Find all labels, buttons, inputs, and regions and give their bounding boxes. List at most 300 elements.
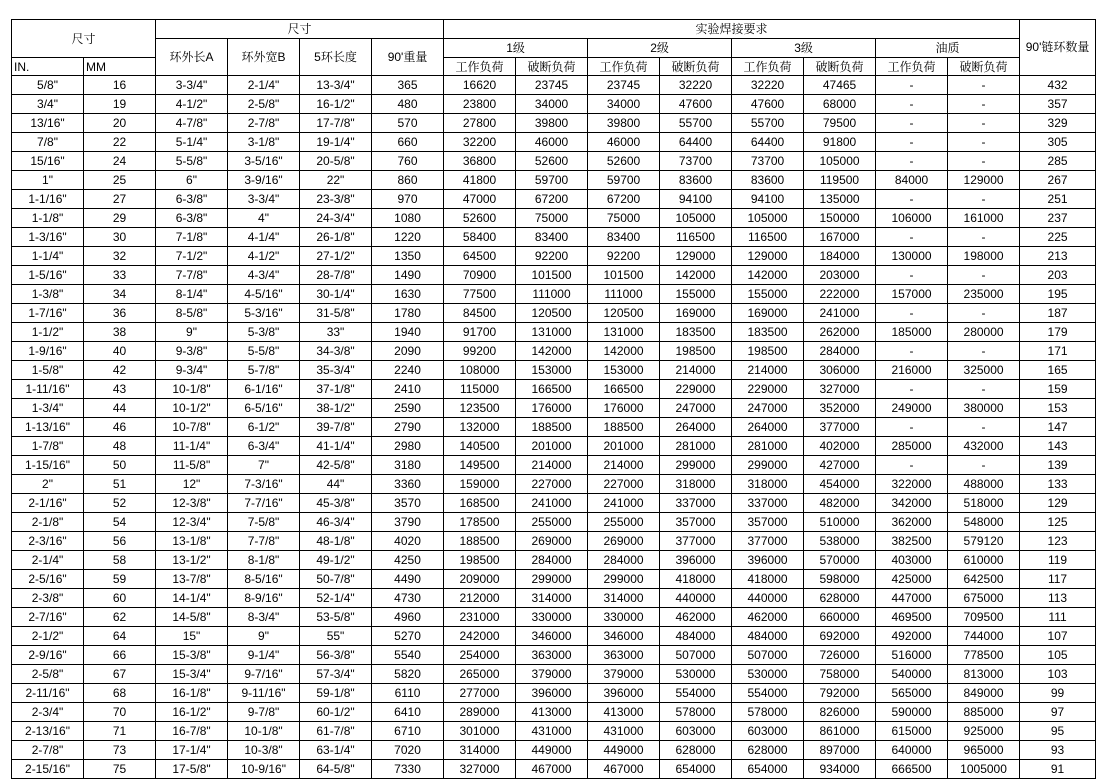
size-inch-cell: 3/4" — [12, 95, 84, 114]
oil-break-cell: 610000 — [948, 551, 1020, 570]
oil-work-cell: 469500 — [876, 608, 948, 627]
table-row — [12, 247, 1096, 266]
size-mm-cell: 25 — [84, 171, 156, 190]
outer-length-a-cell: 10-7/8" — [156, 418, 228, 437]
grade3-break-cell: 284000 — [804, 342, 876, 361]
grade3-work-cell: 155000 — [732, 285, 804, 304]
outer-width-b-cell: 3-5/16" — [228, 152, 300, 171]
oil-work-cell: - — [876, 304, 948, 323]
size-inch-cell: 1-13/16" — [12, 418, 84, 437]
five-link-length-cell: 17-7/8" — [300, 114, 372, 133]
oil-work-cell: - — [876, 380, 948, 399]
oil-break-cell: 235000 — [948, 285, 1020, 304]
grade3-break-cell: 91800 — [804, 133, 876, 152]
five-link-length-cell: 46-3/4" — [300, 513, 372, 532]
weight-cell: 3180 — [372, 456, 444, 475]
grade2-work-cell: 39800 — [588, 114, 660, 133]
grade2-break-cell: 628000 — [660, 741, 732, 760]
size-mm-cell: 60 — [84, 589, 156, 608]
grade1-work-cell: 52600 — [444, 209, 516, 228]
grade1-break-cell: 101500 — [516, 266, 588, 285]
weight-cell: 760 — [372, 152, 444, 171]
five-link-length-cell: 24-3/4" — [300, 209, 372, 228]
grade1-work-cell: 41800 — [444, 171, 516, 190]
grade2-break-cell: 603000 — [660, 722, 732, 741]
grade3-work-cell: 214000 — [732, 361, 804, 380]
size-mm-cell: 50 — [84, 456, 156, 475]
oil-break-load-header: 破断负荷 — [948, 58, 1020, 76]
oil-break-cell: 432000 — [948, 437, 1020, 456]
table-row — [12, 456, 1096, 475]
outer-length-a-cell: 11-5/8" — [156, 456, 228, 475]
weight-cell: 4730 — [372, 589, 444, 608]
five-link-length-cell: 45-3/8" — [300, 494, 372, 513]
grade2-break-cell: 229000 — [660, 380, 732, 399]
link-count-cell: 99 — [1020, 684, 1096, 703]
outer-length-a-cell: 8-1/4" — [156, 285, 228, 304]
grade1-work-cell: 70900 — [444, 266, 516, 285]
outer-width-b-cell: 10-1/8" — [228, 722, 300, 741]
grade2-break-cell: 155000 — [660, 285, 732, 304]
oil-work-cell: 342000 — [876, 494, 948, 513]
table-row — [12, 342, 1096, 361]
grade2-work-cell: 330000 — [588, 608, 660, 627]
grade2-break-cell: 47600 — [660, 95, 732, 114]
outer-length-a-cell: 13-1/2" — [156, 551, 228, 570]
weight-cell: 2240 — [372, 361, 444, 380]
outer-length-a-cell: 9-3/4" — [156, 361, 228, 380]
size-inch-cell: 1-15/16" — [12, 456, 84, 475]
grade3-work-cell: 32220 — [732, 76, 804, 95]
weight-cell: 660 — [372, 133, 444, 152]
weight-cell: 4960 — [372, 608, 444, 627]
grade1-break-cell: 166500 — [516, 380, 588, 399]
grade2-break-cell: 73700 — [660, 152, 732, 171]
grade3-work-cell: 628000 — [732, 741, 804, 760]
grade1-break-cell: 83400 — [516, 228, 588, 247]
grade1-break-cell: 188500 — [516, 418, 588, 437]
oil-break-cell: 709500 — [948, 608, 1020, 627]
grade3-work-cell: 281000 — [732, 437, 804, 456]
grade1-break-cell: 34000 — [516, 95, 588, 114]
grade3-work-cell: 198500 — [732, 342, 804, 361]
grade3-work-cell: 318000 — [732, 475, 804, 494]
grade2-break-cell: 264000 — [660, 418, 732, 437]
size-mm-cell: 24 — [84, 152, 156, 171]
grade2-break-cell: 32220 — [660, 76, 732, 95]
grade1-work-cell: 123500 — [444, 399, 516, 418]
size-inch-cell: 1-3/16" — [12, 228, 84, 247]
oil-break-cell: - — [948, 133, 1020, 152]
size-mm-cell: 34 — [84, 285, 156, 304]
grade1-work-cell: 77500 — [444, 285, 516, 304]
grade2-work-cell: 67200 — [588, 190, 660, 209]
table-row — [12, 570, 1096, 589]
outer-length-a-cell: 3-3/4" — [156, 76, 228, 95]
grade-3-break-load-header: 破断负荷 — [804, 58, 876, 76]
outer-width-b-cell: 4-5/16" — [228, 285, 300, 304]
outer-width-b-cell: 9-1/4" — [228, 646, 300, 665]
size-mm-cell: 38 — [84, 323, 156, 342]
outer-length-a-cell: 8-5/8" — [156, 304, 228, 323]
size-mm-cell: 29 — [84, 209, 156, 228]
oil-work-cell: - — [876, 152, 948, 171]
grade2-work-cell: 413000 — [588, 703, 660, 722]
header-row-2 — [12, 39, 1096, 58]
table-row — [12, 665, 1096, 684]
weight-cell: 7020 — [372, 741, 444, 760]
link-count-cell: 225 — [1020, 228, 1096, 247]
grade1-break-cell: 227000 — [516, 475, 588, 494]
grade2-work-cell: 111000 — [588, 285, 660, 304]
grade3-work-cell: 47600 — [732, 95, 804, 114]
size-inch-cell: 15/16" — [12, 152, 84, 171]
five-link-length-cell: 20-5/8" — [300, 152, 372, 171]
size-mm-cell: 62 — [84, 608, 156, 627]
size-inch-cell: 2-1/16" — [12, 494, 84, 513]
grade2-break-cell: 654000 — [660, 760, 732, 779]
grade3-break-cell: 203000 — [804, 266, 876, 285]
weight-cell: 2090 — [372, 342, 444, 361]
size-mm-cell: 43 — [84, 380, 156, 399]
grade2-break-cell: 169000 — [660, 304, 732, 323]
grade3-break-cell: 826000 — [804, 703, 876, 722]
grade2-work-cell: 255000 — [588, 513, 660, 532]
five-link-length-cell: 44" — [300, 475, 372, 494]
outer-width-b-cell: 9-11/16" — [228, 684, 300, 703]
weight-cell: 970 — [372, 190, 444, 209]
outer-length-a-cell: 12-3/4" — [156, 513, 228, 532]
grade1-break-cell: 241000 — [516, 494, 588, 513]
grade-3-work-load-header: 工作负荷 — [732, 58, 804, 76]
weight-cell: 6410 — [372, 703, 444, 722]
grade2-work-cell: 284000 — [588, 551, 660, 570]
grade1-break-cell: 284000 — [516, 551, 588, 570]
grade2-break-cell: 94100 — [660, 190, 732, 209]
five-link-length-cell: 56-3/8" — [300, 646, 372, 665]
outer-width-b-cell: 8-1/8" — [228, 551, 300, 570]
link-count-cell: 195 — [1020, 285, 1096, 304]
grade2-work-cell: 120500 — [588, 304, 660, 323]
chain-spec-table — [11, 19, 1096, 779]
grade3-work-cell: 116500 — [732, 228, 804, 247]
table-row — [12, 475, 1096, 494]
size-inch-cell: 2" — [12, 475, 84, 494]
five-link-length-cell: 26-1/8" — [300, 228, 372, 247]
oil-break-cell: 1005000 — [948, 760, 1020, 779]
outer-width-b-header: 环外宽B — [228, 39, 300, 76]
link-count-cell: 432 — [1020, 76, 1096, 95]
grade2-work-cell: 142000 — [588, 342, 660, 361]
grade1-work-cell: 47000 — [444, 190, 516, 209]
weight-cell: 1080 — [372, 209, 444, 228]
outer-width-b-cell: 5-3/8" — [228, 323, 300, 342]
table-row — [12, 437, 1096, 456]
oil-work-cell: 382500 — [876, 532, 948, 551]
outer-width-b-cell: 6-3/4" — [228, 437, 300, 456]
grade2-break-cell: 554000 — [660, 684, 732, 703]
grade3-work-cell: 462000 — [732, 608, 804, 627]
size-inch-cell: 2-5/8" — [12, 665, 84, 684]
table-row — [12, 323, 1096, 342]
oil-break-cell: - — [948, 380, 1020, 399]
grade3-break-cell: 861000 — [804, 722, 876, 741]
oil-break-cell: - — [948, 114, 1020, 133]
grade2-work-cell: 83400 — [588, 228, 660, 247]
grade1-break-cell: 269000 — [516, 532, 588, 551]
grade2-break-cell: 129000 — [660, 247, 732, 266]
grade1-work-cell: 140500 — [444, 437, 516, 456]
grade2-break-cell: 64400 — [660, 133, 732, 152]
grade-2-break-load-header: 破断负荷 — [660, 58, 732, 76]
grade3-work-cell: 94100 — [732, 190, 804, 209]
oil-work-cell: - — [876, 133, 948, 152]
outer-length-a-cell: 15" — [156, 627, 228, 646]
outer-width-b-cell: 4-1/2" — [228, 247, 300, 266]
grade1-work-cell: 188500 — [444, 532, 516, 551]
grade3-break-cell: 628000 — [804, 589, 876, 608]
grade1-work-cell: 209000 — [444, 570, 516, 589]
grade2-work-cell: 59700 — [588, 171, 660, 190]
grade1-break-cell: 153000 — [516, 361, 588, 380]
link-count-cell: 95 — [1020, 722, 1096, 741]
size-inch-cell: 1-1/4" — [12, 247, 84, 266]
outer-width-b-cell: 7" — [228, 456, 300, 475]
link-count-cell: 171 — [1020, 342, 1096, 361]
oil-work-cell: 447000 — [876, 589, 948, 608]
size-mm-cell: 46 — [84, 418, 156, 437]
grade2-work-cell: 314000 — [588, 589, 660, 608]
grade3-work-cell: 654000 — [732, 760, 804, 779]
oil-work-cell: - — [876, 342, 948, 361]
five-link-length-cell: 38-1/2" — [300, 399, 372, 418]
oil-work-cell: - — [876, 95, 948, 114]
grade3-work-cell: 299000 — [732, 456, 804, 475]
grade2-work-cell: 379000 — [588, 665, 660, 684]
grade2-work-cell: 188500 — [588, 418, 660, 437]
size-mm-cell: 58 — [84, 551, 156, 570]
weight-cell: 2980 — [372, 437, 444, 456]
table-row — [12, 76, 1096, 95]
oil-break-cell: 161000 — [948, 209, 1020, 228]
grade2-break-cell: 198500 — [660, 342, 732, 361]
grade2-work-cell: 153000 — [588, 361, 660, 380]
grade-3-header: 3级 — [732, 39, 876, 58]
link-count-header: 90'链环数量 — [1020, 20, 1096, 76]
link-count-cell: 119 — [1020, 551, 1096, 570]
weight-cell: 2590 — [372, 399, 444, 418]
grade3-break-cell: 352000 — [804, 399, 876, 418]
grade3-break-cell: 377000 — [804, 418, 876, 437]
grade3-break-cell: 119500 — [804, 171, 876, 190]
weight-cell: 570 — [372, 114, 444, 133]
link-count-cell: 125 — [1020, 513, 1096, 532]
grade2-break-cell: 116500 — [660, 228, 732, 247]
grade2-break-cell: 247000 — [660, 399, 732, 418]
grade2-work-cell: 214000 — [588, 456, 660, 475]
outer-width-b-cell: 7-5/8" — [228, 513, 300, 532]
grade3-break-cell: 167000 — [804, 228, 876, 247]
outer-length-a-cell: 12-3/8" — [156, 494, 228, 513]
table-row — [12, 532, 1096, 551]
size-inch-cell: 2-15/16" — [12, 760, 84, 779]
grade2-break-cell: 183500 — [660, 323, 732, 342]
weight-cell: 4490 — [372, 570, 444, 589]
grade3-work-cell: 64400 — [732, 133, 804, 152]
grade3-work-cell: 440000 — [732, 589, 804, 608]
five-link-length-cell: 22" — [300, 171, 372, 190]
outer-length-a-cell: 6-3/8" — [156, 190, 228, 209]
oil-work-cell: 362000 — [876, 513, 948, 532]
grade1-work-cell: 265000 — [444, 665, 516, 684]
weight-cell: 1630 — [372, 285, 444, 304]
size-mm-cell: 44 — [84, 399, 156, 418]
grade3-break-cell: 510000 — [804, 513, 876, 532]
grade2-work-cell: 176000 — [588, 399, 660, 418]
five-link-length-cell: 30-1/4" — [300, 285, 372, 304]
size-mm-cell: 33 — [84, 266, 156, 285]
grade3-work-cell: 229000 — [732, 380, 804, 399]
oil-work-cell: 157000 — [876, 285, 948, 304]
link-count-cell: 147 — [1020, 418, 1096, 437]
five-link-length-cell: 33" — [300, 323, 372, 342]
grade3-work-cell: 484000 — [732, 627, 804, 646]
size-mm-cell: 51 — [84, 475, 156, 494]
size-mm-cell: 54 — [84, 513, 156, 532]
weight-cell: 4020 — [372, 532, 444, 551]
oil-break-cell: - — [948, 304, 1020, 323]
table-row — [12, 608, 1096, 627]
link-count-cell: 105 — [1020, 646, 1096, 665]
grade2-work-cell: 299000 — [588, 570, 660, 589]
oil-work-cell: 322000 — [876, 475, 948, 494]
grade2-work-cell: 346000 — [588, 627, 660, 646]
grade3-break-cell: 454000 — [804, 475, 876, 494]
weight-cell: 3570 — [372, 494, 444, 513]
grade1-work-cell: 289000 — [444, 703, 516, 722]
size-mm-cell: 48 — [84, 437, 156, 456]
oil-grade-header: 油质 — [876, 39, 1020, 58]
oil-break-cell: 813000 — [948, 665, 1020, 684]
five-link-length-header: 5环长度 — [300, 39, 372, 76]
oil-break-cell: 885000 — [948, 703, 1020, 722]
oil-work-cell: 403000 — [876, 551, 948, 570]
oil-break-cell: 548000 — [948, 513, 1020, 532]
grade3-break-cell: 306000 — [804, 361, 876, 380]
grade1-work-cell: 84500 — [444, 304, 516, 323]
outer-length-a-cell: 15-3/4" — [156, 665, 228, 684]
grade1-break-cell: 299000 — [516, 570, 588, 589]
outer-width-b-cell: 3-9/16" — [228, 171, 300, 190]
grade3-break-cell: 222000 — [804, 285, 876, 304]
outer-width-b-cell: 4-3/4" — [228, 266, 300, 285]
grade1-break-cell: 346000 — [516, 627, 588, 646]
table-row — [12, 285, 1096, 304]
five-link-length-cell: 37-1/8" — [300, 380, 372, 399]
outer-length-a-cell: 4-7/8" — [156, 114, 228, 133]
oil-work-cell: 84000 — [876, 171, 948, 190]
weight-cell: 3360 — [372, 475, 444, 494]
table-row — [12, 361, 1096, 380]
size-mm-cell: 40 — [84, 342, 156, 361]
oil-break-cell: 778500 — [948, 646, 1020, 665]
table-row — [12, 703, 1096, 722]
link-count-cell: 203 — [1020, 266, 1096, 285]
oil-work-load-header: 工作负荷 — [876, 58, 948, 76]
oil-break-cell: 518000 — [948, 494, 1020, 513]
grade3-work-cell: 129000 — [732, 247, 804, 266]
five-link-length-cell: 13-3/4" — [300, 76, 372, 95]
outer-length-a-cell: 5-1/4" — [156, 133, 228, 152]
outer-width-b-cell: 6-1/2" — [228, 418, 300, 437]
oil-work-cell: 106000 — [876, 209, 948, 228]
link-count-cell: 123 — [1020, 532, 1096, 551]
grade2-work-cell: 34000 — [588, 95, 660, 114]
outer-length-a-cell: 7-7/8" — [156, 266, 228, 285]
size-inch-cell: 1" — [12, 171, 84, 190]
size-inch-cell: 1-7/8" — [12, 437, 84, 456]
outer-length-a-cell: 9" — [156, 323, 228, 342]
grade1-work-cell: 277000 — [444, 684, 516, 703]
weight-cell: 5540 — [372, 646, 444, 665]
weight-cell: 2790 — [372, 418, 444, 437]
grade1-break-cell: 52600 — [516, 152, 588, 171]
grade1-work-cell: 132000 — [444, 418, 516, 437]
oil-work-cell: 640000 — [876, 741, 948, 760]
outer-width-b-cell: 9-7/16" — [228, 665, 300, 684]
grade3-break-cell: 482000 — [804, 494, 876, 513]
table-row — [12, 266, 1096, 285]
grade1-work-cell: 108000 — [444, 361, 516, 380]
size-mm-cell: 70 — [84, 703, 156, 722]
link-count-cell: 305 — [1020, 133, 1096, 152]
table-row — [12, 513, 1096, 532]
link-count-cell: 97 — [1020, 703, 1096, 722]
weight-cell: 1780 — [372, 304, 444, 323]
table-row — [12, 646, 1096, 665]
grade3-work-cell: 396000 — [732, 551, 804, 570]
size-mm-cell: 32 — [84, 247, 156, 266]
outer-length-a-cell: 16-1/2" — [156, 703, 228, 722]
grade2-break-cell: 418000 — [660, 570, 732, 589]
size-inch-cell: 2-7/16" — [12, 608, 84, 627]
grade3-work-cell: 554000 — [732, 684, 804, 703]
grade3-break-cell: 726000 — [804, 646, 876, 665]
grade1-break-cell: 120500 — [516, 304, 588, 323]
size-mm-cell: 75 — [84, 760, 156, 779]
size-mm-cell: 73 — [84, 741, 156, 760]
grade1-work-cell: 327000 — [444, 760, 516, 779]
outer-length-a-cell: 14-5/8" — [156, 608, 228, 627]
five-link-length-cell: 23-3/8" — [300, 190, 372, 209]
grade1-work-cell: 58400 — [444, 228, 516, 247]
outer-length-a-cell: 15-3/8" — [156, 646, 228, 665]
oil-break-cell: 579120 — [948, 532, 1020, 551]
size-inch-cell: 1-1/16" — [12, 190, 84, 209]
grade1-work-cell: 231000 — [444, 608, 516, 627]
table-row — [12, 684, 1096, 703]
five-link-length-cell: 35-3/4" — [300, 361, 372, 380]
table-row — [12, 589, 1096, 608]
outer-width-b-cell: 8-5/16" — [228, 570, 300, 589]
size-mm-cell: 67 — [84, 665, 156, 684]
grade1-work-cell: 314000 — [444, 741, 516, 760]
grade3-break-cell: 47465 — [804, 76, 876, 95]
size-inch-cell: 2-9/16" — [12, 646, 84, 665]
oil-break-cell: - — [948, 418, 1020, 437]
size-inch-cell: 2-3/8" — [12, 589, 84, 608]
five-link-length-cell: 63-1/4" — [300, 741, 372, 760]
